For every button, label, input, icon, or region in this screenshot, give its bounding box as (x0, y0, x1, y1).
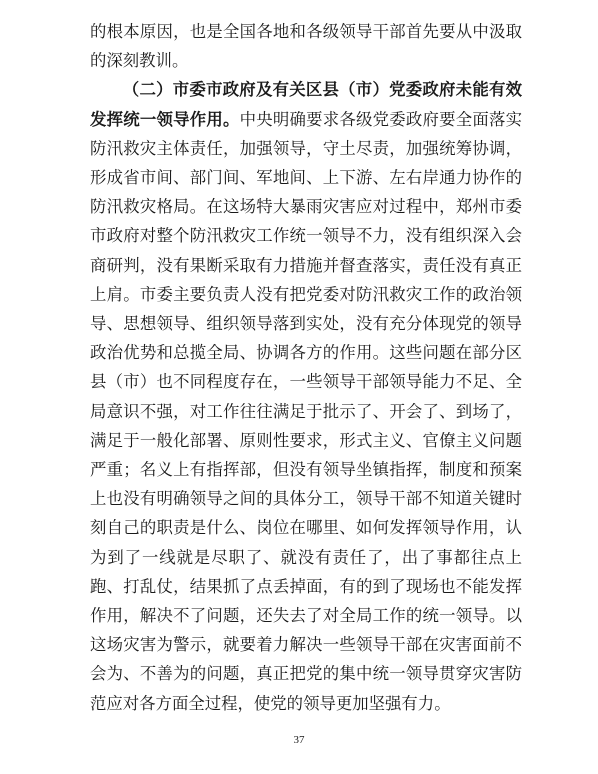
section-paragraph (90, 75, 522, 717)
section-body: 中央明确要求各级党委政府要全面落实防汛救灾主体责任，加强领导，守土尽责，加强统筹协调，形成省市间、部门间、军地间、上下游、左右岸通力协作的防汛救灾格局。在这场特大暴雨灾害应对过程中，郑州市委市政府对整个防汛救灾工作统一领导不力，没有组织深入会商研判，没有果断采取有力措施并督查落实，责任没有真正上肩。市委主要负责人没有把党委对防汛救灾工作的政治领导、思想领导、组织领导落到实处，没有充分体现党的领导政治优势和总揽全局、协调各方的作用。这些问题在部分区县（市）也不同程度存在，一些领导干部领导能力不足、全局意识不强，对工作往往满足于批示了、开会了、到场了，满足于一般化部署、原则性要求，形式主义、官僚主义问题严重；名义上有指挥部，但没有领导坐镇指挥，制度和预案上也没有明确领导之间的具体分工，领导干部不知道关键时刻自己的职责是什么、岗位在哪里、如何发挥领导作用，认为到了一线就是尽职了、就没有责任了，出了事都往点上跑、打乱仗，结果抓了点丢掉面，有的到了现场也不能发挥作用，解决不了问题，还失去了对全局工作的统一领导。以这场灾害为警示，就要着力解决一些领导干部在灾害面前不会为、不善为的问题，真正把党的集中统一领导贯穿灾害防范应对各方面全过程，使党的领导更加坚强有力。 (90, 109, 523, 713)
section-heading: （二）市委市政府及有关区县（市）党委政府未能有效发挥统一领导作用。 (90, 80, 522, 129)
page-number: 37 (293, 734, 305, 746)
continuation-paragraph: 的根本原因，也是全国各地和各级领导干部首先要从中汲取的深刻教训。 (90, 22, 522, 71)
document-body (90, 17, 522, 718)
